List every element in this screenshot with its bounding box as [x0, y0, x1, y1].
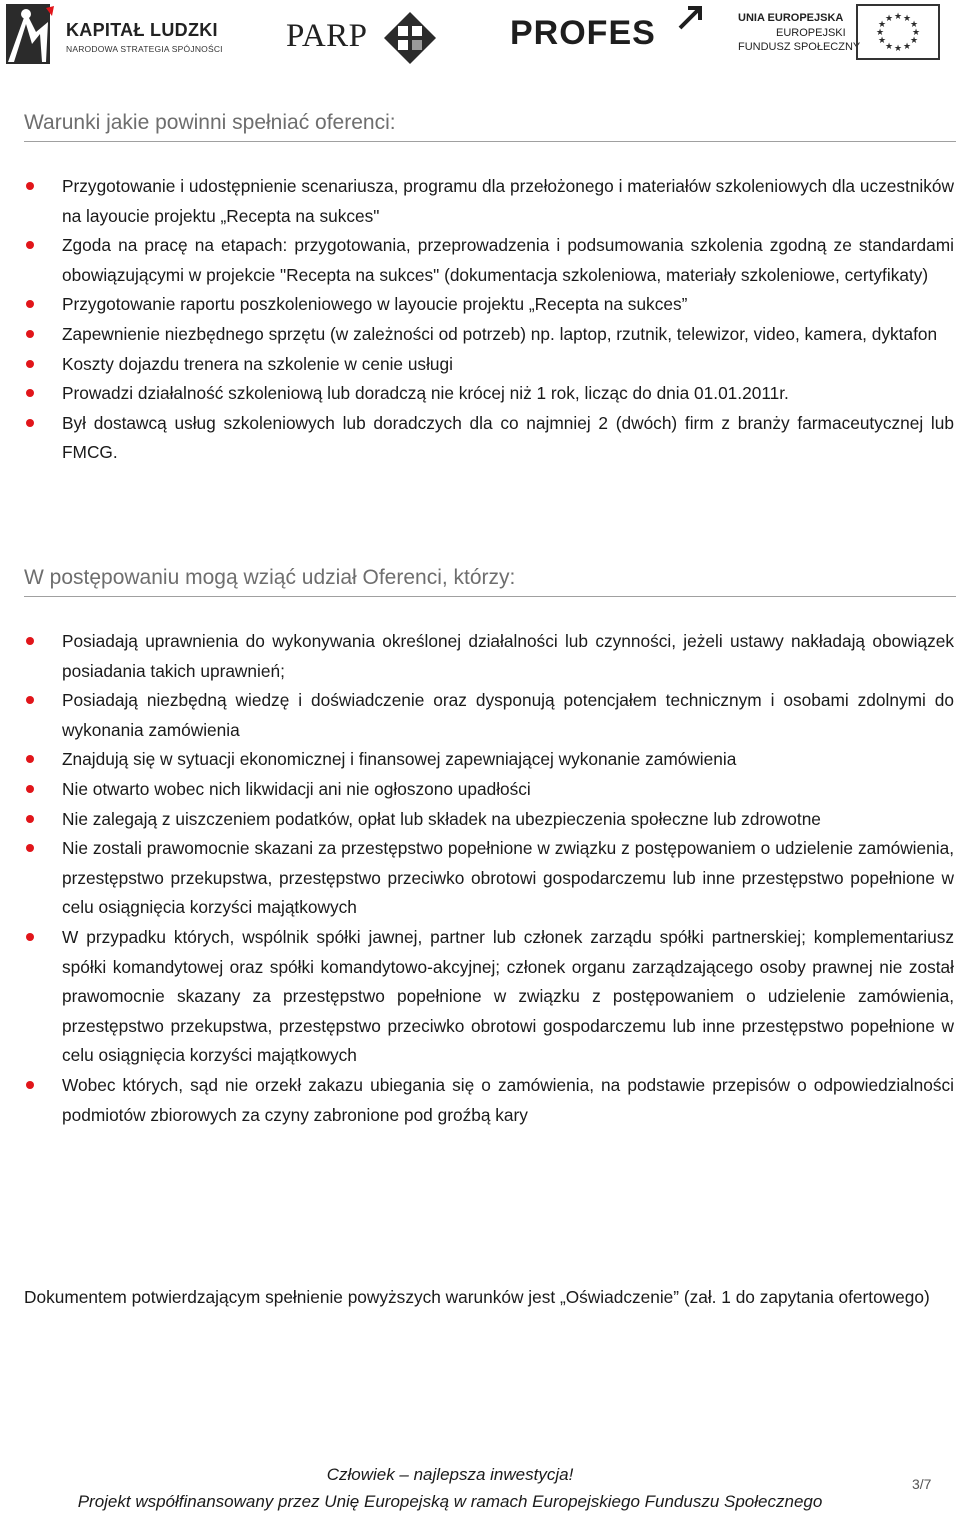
list-item-text: Posiadają uprawnienia do wykonywania określonej działalności lub czynności, jeżeli ustawy nakładają obowiązek posiadania takich uprawnień;: [62, 631, 954, 681]
header-logo-bar: [0, 0, 960, 66]
parp-title: PARP: [286, 18, 368, 54]
list-item-text: Nie otwarto wobec nich likwidacji ani nie ogłoszono upadłości: [62, 778, 531, 799]
bullet-icon: [26, 637, 34, 645]
section2-heading: W postępowaniu mogą wziąć udział Oferenci, którzy:: [24, 566, 956, 597]
svg-text:★: ★: [909, 20, 919, 30]
bullet-icon: [26, 696, 34, 704]
svg-text:★: ★: [875, 28, 885, 38]
bullet-icon: [26, 419, 34, 427]
svg-text:★: ★: [902, 42, 912, 52]
list-item-text: Był dostawcą usług szkoleniowych lub doradczych dla co najmniej 2 (dwóch) firm z branży farmaceutycznej lub FMCG.: [62, 412, 954, 463]
svg-text:★: ★: [884, 14, 894, 24]
list-item: [62, 686, 954, 745]
bullet-icon: [26, 785, 34, 793]
list-item-text: Nie zalegają z uiszczeniem podatków, opłat lub składek na ubezpieczenia społeczne lub zdrowotne: [62, 808, 821, 829]
list-item-text: Koszty dojazdu trenera na szkolenie w cenie usługi: [62, 353, 453, 374]
page-number: 3/7: [912, 1476, 932, 1492]
list-item-text: Przygotowanie i udostępnienie scenariusza, programu dla przełożonego i materiałów szkoleniowych dla uczestników na layoucie projektu „Recepta na sukces": [62, 176, 954, 226]
unia-europejska-logo: [738, 4, 944, 64]
list-item-text: Znajdują się w sytuacji ekonomicznej i finansowej zapewniającej wykonanie zamówienia: [62, 749, 737, 770]
list-item: [62, 290, 954, 320]
kapital-ludzki-subtitle: NARODOWA STRATEGIA SPÓJNOŚCI: [66, 44, 223, 54]
list-item: [62, 409, 954, 468]
svg-text:★: ★: [893, 44, 903, 54]
ue-line1: UNIA EUROPEJSKA: [738, 12, 844, 24]
list-item: [62, 775, 954, 805]
list-item: [62, 805, 954, 835]
svg-text:★: ★: [909, 36, 919, 46]
list-item: [62, 320, 954, 350]
profes-arrow-icon: [676, 2, 706, 32]
list-item: [62, 745, 954, 775]
bullet-icon: [26, 844, 34, 852]
svg-text:★: ★: [877, 36, 887, 46]
profes-logo: [510, 0, 710, 60]
eu-flag-icon: [856, 4, 940, 60]
ue-line3: FUNDUSZ SPOŁECZNY: [738, 41, 861, 53]
bullet-icon: [26, 1081, 34, 1089]
bullet-icon: [26, 360, 34, 368]
bullet-icon: [26, 300, 34, 308]
list-item-text: Prowadzi działalność szkoleniową lub doradczą nie krócej niż 1 rok, licząc do dnia 01.01.2011r.: [62, 383, 789, 404]
document-note: Dokumentem potwierdzającym spełnienie powyższych warunków jest „Oświadczenie” (zał. 1 do zapytania ofertowego): [24, 1287, 930, 1307]
profes-title: PROFES: [510, 14, 656, 52]
requirements-list: [0, 172, 960, 468]
kapital-ludzki-logo: [6, 4, 223, 64]
list-item: [62, 379, 954, 409]
bullet-icon: [26, 389, 34, 397]
bullet-icon: [26, 755, 34, 763]
bullet-icon: [26, 815, 34, 823]
svg-text:★: ★: [884, 42, 894, 52]
eligibility-list: [0, 627, 960, 1130]
bullet-icon: [26, 330, 34, 338]
kapital-ludzki-title: KAPITAŁ LUDZKI: [66, 20, 218, 40]
svg-text:★: ★: [893, 12, 903, 22]
ue-line2: EUROPEJSKI: [776, 27, 846, 39]
footer-slogan: Człowiek – najlepsza inwestycja!: [326, 1465, 574, 1484]
eu-stars-icon: [858, 6, 938, 58]
parp-emblem-icon: [384, 12, 436, 64]
list-item: [62, 627, 954, 686]
parp-logo: [286, 10, 438, 66]
list-item-text: Posiadają niezbędną wiedzę i doświadczenie oraz dysponują potencjałem technicznym i osobami zdolnymi do wykonania zamówienia: [62, 690, 954, 740]
svg-text:★: ★: [877, 20, 887, 30]
svg-text:★: ★: [911, 28, 921, 38]
list-item: [62, 923, 954, 1071]
bullet-icon: [26, 933, 34, 941]
bullet-icon: [26, 182, 34, 190]
section1-heading: Warunki jakie powinni spełniać oferenci:: [24, 111, 956, 142]
list-item-text: W przypadku których, wspólnik spółki jawnej, partner lub członek zarządu spółki partnerskiej; komplementariusz spółki komandytowej oraz spółki komandytowo-akcyjnej; członek organu zarządzającego osoby prawnej nie został prawomocnie skazany za przestępstwo popełnione w związku z postępowaniem o udzielenie zamówienia, przestępstwo przekupstwa, przestępstwo przeciwko obrotowi gospodarczemu lub inne przestępstwo popełnione w celu osiągnięcia korzyści majątkowych: [62, 926, 954, 1066]
list-item-text: Nie zostali prawomocnie skazani za przestępstwo popełnione w związku z postępowaniem o udzielenie zamówienia, przestępstwo przekupstwa, przestępstwo przeciwko obrotowi gospodarczemu lub inne przestępstwo popełnione w celu osiągnięcia korzyści majątkowych: [62, 838, 954, 918]
footer-funding-line: Projekt współfinansowany przez Unię Europejską w ramach Europejskiego Funduszu Społecznego: [77, 1492, 823, 1511]
list-item-text: Zgoda na pracę na etapach: przygotowania, przeprowadzenia i podsumowania szkolenia zgodną ze standardami obowiązującymi w projekcie "Recepta na sukces" (dokumentacja szkoleniowa, materiały szkoleniowe, certyfikaty): [62, 235, 954, 285]
svg-text:★: ★: [902, 14, 912, 24]
bullet-icon: [26, 241, 34, 249]
list-item-text: Wobec których, sąd nie orzekł zakazu ubiegania się o zamówienia, na podstawie przepisów o odpowiedzialności podmiotów zbiorowych za czyny zabronione pod groźbą kary: [62, 1074, 954, 1125]
list-item: [62, 834, 954, 923]
list-item: [62, 1071, 954, 1130]
kapital-ludzki-emblem-icon: [6, 4, 58, 64]
list-item-text: Zapewnienie niezbędnego sprzętu (w zależności od potrzeb) np. laptop, rzutnik, telewizor, video, kamera, dyktafon: [62, 323, 938, 344]
list-item: [62, 350, 954, 380]
list-item: [62, 231, 954, 290]
list-item-text: Przygotowanie raportu poszkoleniowego w layoucie projektu „Recepta na sukces”: [62, 294, 688, 315]
list-item: [62, 172, 954, 231]
